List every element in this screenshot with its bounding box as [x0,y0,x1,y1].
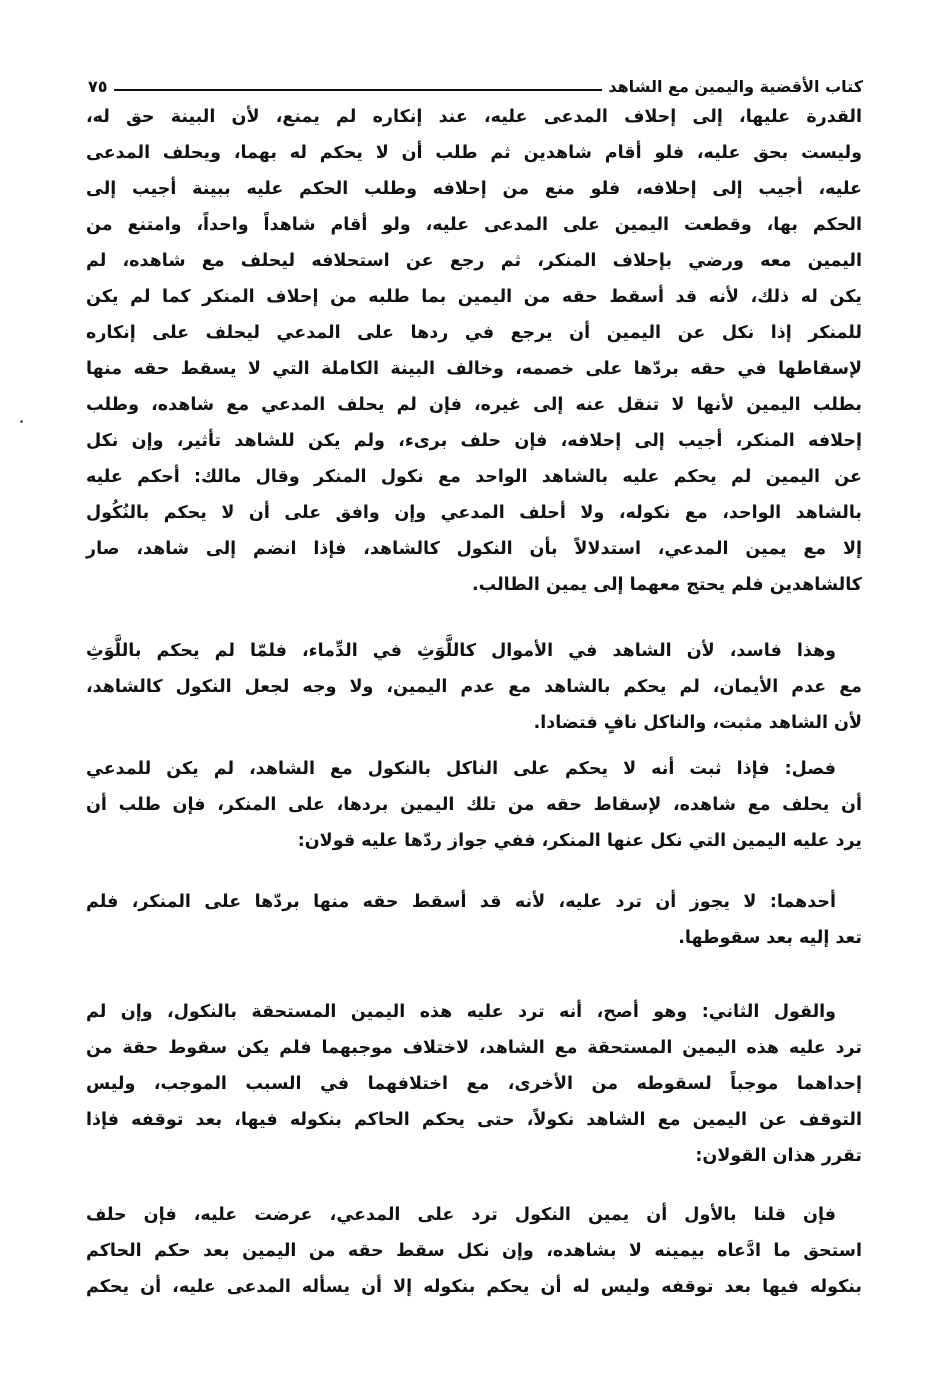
opinion-label: والقول الثاني: [701,1002,837,1022]
page-number: ٧٥ [88,77,108,96]
text-line [86,884,862,920]
text-line: بنكوله فيها بعد توقفه وليس له أن يحكم بنكوله إلا أن يسأله المدعى عليه، أن يحكم [86,1277,862,1297]
text-line: أن يحلف مع شاهده، لإسقاط حقه من تلك اليمين بردها، على المنكر، فإن طلب أن [86,795,862,815]
text-line: اليمين معه ورضي بإحلاف المنكر، ثم رجع عن استحلافه ليحلف مع شاهده، لم [86,251,862,271]
text-line: للمنكر إذا نكل عن اليمين أن يرجع في ردها على المدعي ليحلف على إنكاره [86,323,862,343]
running-header [88,70,863,96]
chapter-title: كتاب الأقضية واليمين مع الشاهد [608,77,863,96]
text-line: فإن قلنا بالأول أن يمين النكول ترد على المدعي، عرضت عليه، فإن حلف [86,1205,836,1225]
text-line: بطلب اليمين لأنها لا تنقل عنه إلى غيره، فإن لم يحلف المدعي مع شاهده، وطلب [86,395,862,415]
text-line: وهذا فاسد، لأن الشاهد في الأموال كاللَّوَثِ في الدِّماء، فلمّا لم يحكم باللَّوَثِ [86,641,836,661]
text-line: لأن الشاهد مثبت، والناكل نافٍ فتضادا. [533,713,862,733]
text-line: لإسقاطها في حقه بردّها على خصمه، وخالف البينة الكاملة التي لا يسقط حقه منها [86,359,862,379]
text-line: استحق ما ادَّعاه بيمينه لا بشاهده، وإن نكل سقط حقه من اليمين بعد حكم الحاكم [86,1241,862,1261]
text-line: التوقف عن اليمين مع الشاهد نكولاً، حتى يحكم الحاكم بنكوله فيها، بعد توقفه فإذا [86,1110,862,1130]
text-line: يكن له ذلك، لأنه قد أسقط حقه من اليمين بما طلبه من إحلاف المنكر كما لم يكن [86,287,862,307]
text-line: يرد عليه اليمين التي نكل عنها المنكر، ففي جواز ردّها عليه قولان: [297,831,862,851]
text-line: وليست بحق عليه، فلو أقام شاهدين ثم طلب أن لا يحكم له بهما، ويحلف المدعى [86,143,862,163]
line-text: فإذا ثبت أنه لا يحكم على الناكل بالنكول مع الشاهد، لم يكن للمدعي [86,759,770,779]
text-line: القدرة عليها، إلى إحلاف المدعى عليه، عند إنكاره لم يمنع، لأن البينة حق له، [86,107,862,127]
text-line: إحلافه المنكر، أجيب إلى إحلافه، فإن حلف برىء، ولم يكن للشاهد تأثير، وإن نكل [86,431,862,451]
text-line: بالشاهد الواحد، مع نكوله، ولا أحلف المدعي وإن وافق على أن لا يحكم بالنُكُول [86,503,862,523]
text-line: تقرر هذان القولان: [695,1146,862,1166]
text-line: مع عدم الأيمان، لم يحكم بالشاهد مع عدم اليمين، ولا وجه لجعل النكول كالشاهد، [86,677,862,697]
text-line: تعد إليه بعد سقوطها. [678,928,862,948]
section-label: فصل: [784,759,836,779]
paragraph [86,99,862,603]
paragraph [86,994,862,1174]
paragraph [86,751,862,859]
paragraph [86,633,862,741]
text-line [86,994,862,1030]
paragraph [86,884,862,956]
scan-speck [20,420,23,423]
text-line: ترد عليه هذه اليمين المستحقة مع الشاهد، لاختلاف موجبهما فلم يكن سقوط حقة من [86,1038,862,1058]
paragraph [86,1197,862,1305]
text-line [86,751,862,787]
text-line: إحداهما موجباً لسقوطه من الأخرى، مع اختلافهما في السبب الموجب، وليس [86,1074,862,1094]
text-line: إلا مع يمين المدعي، استدلالاً بأن النكول كالشاهد، فإذا انضم إلى شاهد، صار [86,539,862,559]
opinion-label: أحدهما: [769,892,837,912]
line-text: لا يجوز أن ترد عليه، لأنه قد أسقط حقه منها بردّها على المنكر، فلم [86,892,757,912]
header-rule [114,89,603,91]
text-line: كالشاهدين فلم يحتج معهما إلى يمين الطالب. [471,575,862,595]
text-line: الحكم بها، وقطعت اليمين على المدعى عليه، ولو أقام شاهداً واحداً، وامتنع من [86,215,862,235]
line-text: وهو أصح، أنه ترد عليه هذه اليمين المستحقة بالنكول، وإن لم [86,1002,688,1022]
text-line: عليه، أجيب إلى إحلافه، فلو منع من إحلافه وطلب الحكم عليه ببينة أجيب إلى [86,179,862,199]
text-line: عن اليمين لم يحكم عليه بالشاهد الواحد مع نكول المنكر وقال مالك: أحكم عليه [86,467,862,487]
